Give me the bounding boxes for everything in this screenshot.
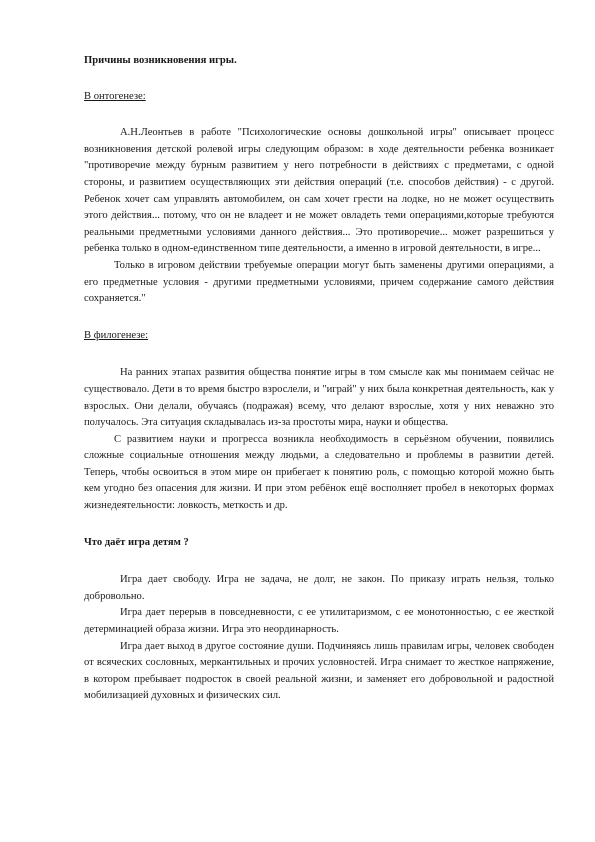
paragraph: Игра дает свободу. Игра не задача, не долг, не закон. По приказу играть нельзя, только добровольно.	[84, 574, 554, 602]
paragraph: На ранних этапах развития общества понятие игры в том смысле как мы понимаем сейчас не существовало. Дети в то время быстро взрослели, и "играй" у них была конкретная деятельность, как у взрослых. Они делали, обучаясь (подражая) всему, что делают взрослые, хотя у них неважно это получалось. Эта ситуация складывалась из-за простоты мира, науки и общества.	[84, 367, 554, 429]
paragraph: Игра дает перерыв в повседневности, с ее утилитаризмом, с ее монотонностью, с ее жесткой детерминацией образа жизни. Игра это неординарность.	[84, 607, 554, 636]
paragraph: С развитием науки и прогресса возникла необходимость в серьёзном обучении, появились сложные социальные отношения между людьми, а следовательно и проблемы в развитии детей. Теперь, чтобы освоиться в этом мире он прибегает к понятию роль, с помощью которой можно быть кем угодно без опасения для жизни. И при этом ребёнок ещё восполняет пробел в некоторых формах жизнедеятельности: ловкость, меткость и др.	[84, 433, 554, 512]
document-title: Причины возникновения игры.	[84, 55, 237, 66]
paragraph: Только в игровом действии требуемые операции могут быть заменены другими операциями, а его предметные условия - другими предметными условиями, причем содержание самого действия сохраняется."	[84, 259, 554, 305]
document-body	[84, 53, 554, 705]
section-heading-what-game-gives: Что даёт игра детям ?	[84, 536, 189, 548]
paragraph: Игра дает выход в другое состояние души. Подчиняясь лишь правилам игры, человек свободен от всяческих сословных, меркантильных и прочих условностей. Игра снимает то жесткое напряжение, в котором пребывает подросток в своей реальной жизни, и заменяет его добровольной и радостной мобилизацией духовных и физических сил.	[84, 640, 554, 702]
paragraph: А.Н.Леонтьев в работе "Психологические основы дошкольной игры" описывает процесс возникновения детской ролевой игры следующим образом: в ходе деятельности ребенка возникает "противоречие между бурным развитием у него потребности в действиях с предметами, с одной стороны, и развитием осуществляющих эти действия операций (т.е. способов действия) - с другой. Ребенок хочет сам управлять автомобилем, он сам хочет грести на лодке, но не может осуществить этого действия... потому, что он не владеет и не может овладеть теми операциями,которые требуются реальными предметными условиями данного действия... Это противоречие... может разрешиться у ребенка только в одном-единственном типе деятельности, а именно в игровой деятельности, в игре...	[84, 127, 554, 255]
section-heading-phylogenesis: В филогенезе:	[84, 329, 149, 341]
section-heading-ontogenesis: В онтогенезе:	[84, 90, 146, 102]
